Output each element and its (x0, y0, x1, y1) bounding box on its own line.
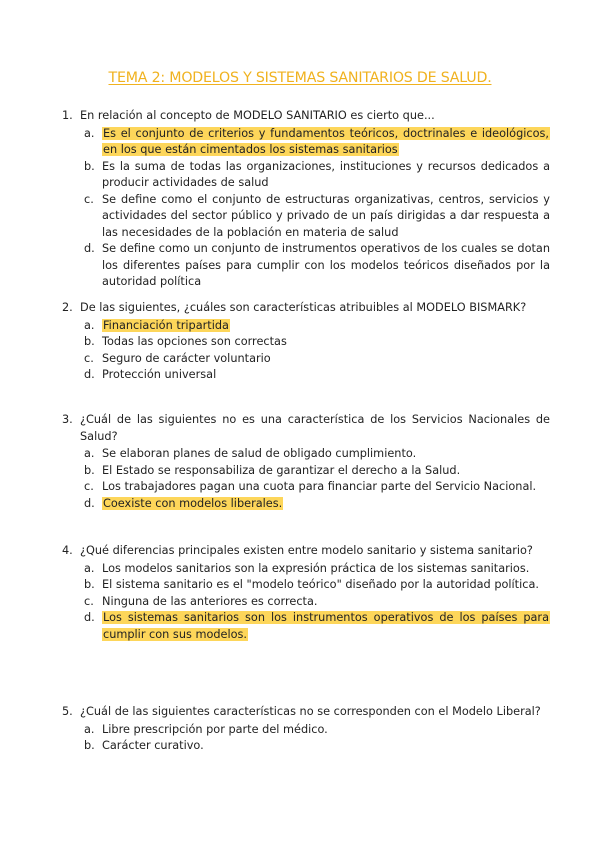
option-c: c. Seguro de carácter voluntario (84, 351, 271, 365)
question-5 (62, 704, 550, 755)
question-number: 5. (62, 705, 73, 718)
option-list (62, 126, 550, 291)
option-list (62, 318, 550, 384)
highlighted-answer: Coexiste con modelos liberales. (103, 496, 283, 510)
question-stem: ¿Cuál de las siguientes no es una característica de los Servicios Nacionales de Salud? (80, 413, 550, 443)
question-number: 1. (62, 109, 73, 122)
option-b: b. Es la suma de todas las organizaciones, instituciones y recursos dedicados a producir actividades de salud (84, 159, 550, 189)
question-3 (62, 412, 550, 512)
option-c: c. Los trabajadores pagan una cuota para financiar parte del Servicio Nacional. (84, 480, 537, 493)
option-list (62, 446, 550, 512)
question-stem: De las siguientes, ¿cuáles son características atribuibles al MODELO BISMARK? (80, 301, 527, 314)
question-stem: En relación al concepto de MODELO SANITARIO es cierto que... (80, 109, 435, 122)
question-number: 4. (62, 544, 73, 557)
option-a: a. Libre prescripción por parte del médico. (84, 722, 328, 736)
option-list (62, 722, 550, 755)
option-a: a. Se elaboran planes de salud de obligado cumplimiento. (84, 447, 417, 460)
option-b: b. El Estado se responsabiliza de garantizar el derecho a la Salud. (84, 463, 461, 477)
highlighted-answer: Financiación tripartida (103, 318, 229, 332)
page-title: TEMA 2: MODELOS Y SISTEMAS SANITARIOS DE SALUD. (108, 70, 492, 86)
option-a: a. Los modelos sanitarios son la expresión práctica de los sistemas sanitarios. (84, 561, 530, 575)
option-a: a. Financiación tripartida (84, 318, 229, 332)
question-2 (62, 300, 550, 384)
question-stem: ¿Qué diferencias principales existen entre modelo sanitario y sistema sanitario? (80, 544, 533, 557)
option-b: b. Todas las opciones son correctas (84, 335, 287, 348)
highlighted-answer: Es el conjunto de criterios y fundamentos teóricos, doctrinales e ideológicos, en los que están cimentados los sistemas sanitarios (103, 126, 549, 156)
highlighted-answer: Los sistemas sanitarios son los instrumentos operativos de los países para cumplir con sus modelos. (103, 611, 549, 641)
option-d: d. Protección universal (84, 368, 217, 381)
option-c: c. Ninguna de las anteriores es correcta. (84, 594, 318, 608)
option-b: b. Carácter curativo. (84, 739, 204, 752)
option-b: b. El sistema sanitario es el "modelo teórico" diseñado por la autoridad política. (84, 578, 539, 591)
option-d: d. Coexiste con modelos liberales. (84, 496, 283, 510)
question-number: 2. (62, 301, 73, 314)
option-d: d. Se define como un conjunto de instrumentos operativos de los cuales se dotan los diferentes países para cumplir con los modelos teóricos diseñados por la autoridad política (84, 242, 550, 288)
question-stem: ¿Cuál de las siguientes características no se corresponden con el Modelo Liberal? (80, 705, 541, 718)
option-c: c. Se define como el conjunto de estructuras organizativas, centros, servicios y actividades del sector público y privado de un país dirigidas a dar respuesta a las necesidades de la población en materia de salud (84, 192, 550, 239)
question-1 (62, 108, 550, 291)
option-a: a. Es el conjunto de criterios y fundamentos teóricos, doctrinales e ideológicos, en los que están cimentados los sistemas sanitarios (84, 126, 549, 156)
option-list (62, 561, 550, 644)
option-d: d. Los sistemas sanitarios son los instrumentos operativos de los países para cumplir con sus modelos. (84, 611, 549, 641)
question-4 (62, 543, 550, 643)
question-number: 3. (62, 413, 73, 426)
